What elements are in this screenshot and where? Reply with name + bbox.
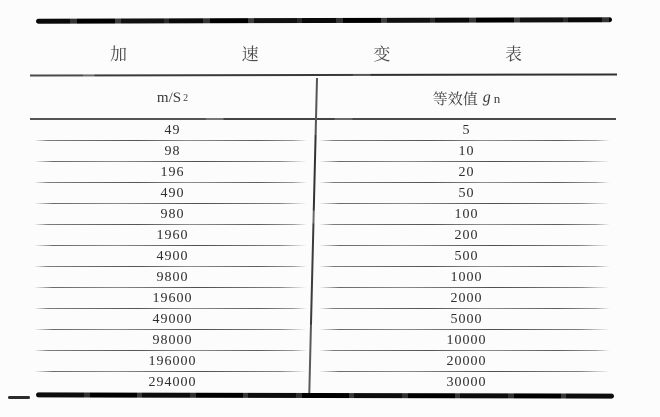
cell-ms2-value: 9800 [30, 267, 315, 288]
cell-gn-value: 500 [315, 246, 618, 267]
cell-ms2-value: 98 [30, 141, 315, 162]
cell-gn-value: 20000 [315, 351, 618, 372]
title-char: 表 [504, 44, 522, 64]
table-row [30, 141, 618, 162]
cell-gn-value: 10000 [315, 330, 618, 351]
scan-artifact-dash [8, 396, 30, 399]
cell-gn-value: 200 [315, 225, 618, 246]
header-gn-prefix: 等效值 [432, 91, 478, 108]
title-char: 速 [241, 44, 259, 64]
header-gn [315, 76, 618, 120]
cell-gn-value: 30000 [446, 375, 487, 390]
cell-gn-value: 20 [315, 162, 618, 183]
cell-ms2-value: 294000 [148, 375, 197, 390]
cell-ms2-value: 1960 [30, 225, 315, 246]
cell-gn-value: 5000 [315, 309, 618, 330]
table-body [30, 120, 618, 393]
cell-gn-value: 1000 [315, 267, 618, 288]
header-gn-subscript: n [493, 91, 501, 106]
cell-ms2-value: 49000 [30, 309, 315, 330]
cell-gn-value: 100 [315, 204, 618, 225]
cell-gn-value: 5 [315, 120, 618, 141]
header-ms2-base: m/S [156, 89, 182, 106]
cell-gn-value: 50 [315, 183, 618, 204]
header-ms2-superscript: 2 [183, 92, 189, 104]
table-row [30, 183, 618, 204]
cell-ms2-value: 980 [30, 204, 315, 225]
table-row [30, 162, 618, 183]
cell-ms2-value: 196000 [30, 351, 315, 372]
table-bottom-border [36, 392, 614, 398]
title-char: 加 [110, 44, 127, 64]
table-row [30, 372, 618, 393]
cell-gn-value: 2000 [315, 288, 618, 309]
table-row [30, 351, 618, 372]
table-top-border [36, 17, 612, 24]
cell-ms2-value: 490 [30, 183, 315, 204]
table-row [30, 330, 618, 351]
table-header-row [30, 76, 618, 120]
table-row [30, 309, 618, 330]
cell-gn-value: 10 [315, 141, 618, 162]
table-row [30, 246, 618, 267]
header-ms2 [30, 76, 315, 120]
cell-ms2-value: 98000 [30, 330, 315, 351]
table-row [30, 120, 618, 141]
table-row [30, 288, 618, 309]
header-gn-symbol: g [482, 89, 491, 106]
table-row [30, 225, 618, 246]
cell-ms2-value: 4900 [30, 246, 315, 267]
cell-ms2-value: 196 [30, 162, 315, 183]
cell-ms2-value: 19600 [30, 288, 315, 309]
table-row [30, 204, 618, 225]
cell-ms2-value: 49 [30, 120, 315, 141]
table-row [30, 267, 618, 288]
table-title [30, 30, 618, 74]
title-char: 变 [373, 44, 391, 64]
